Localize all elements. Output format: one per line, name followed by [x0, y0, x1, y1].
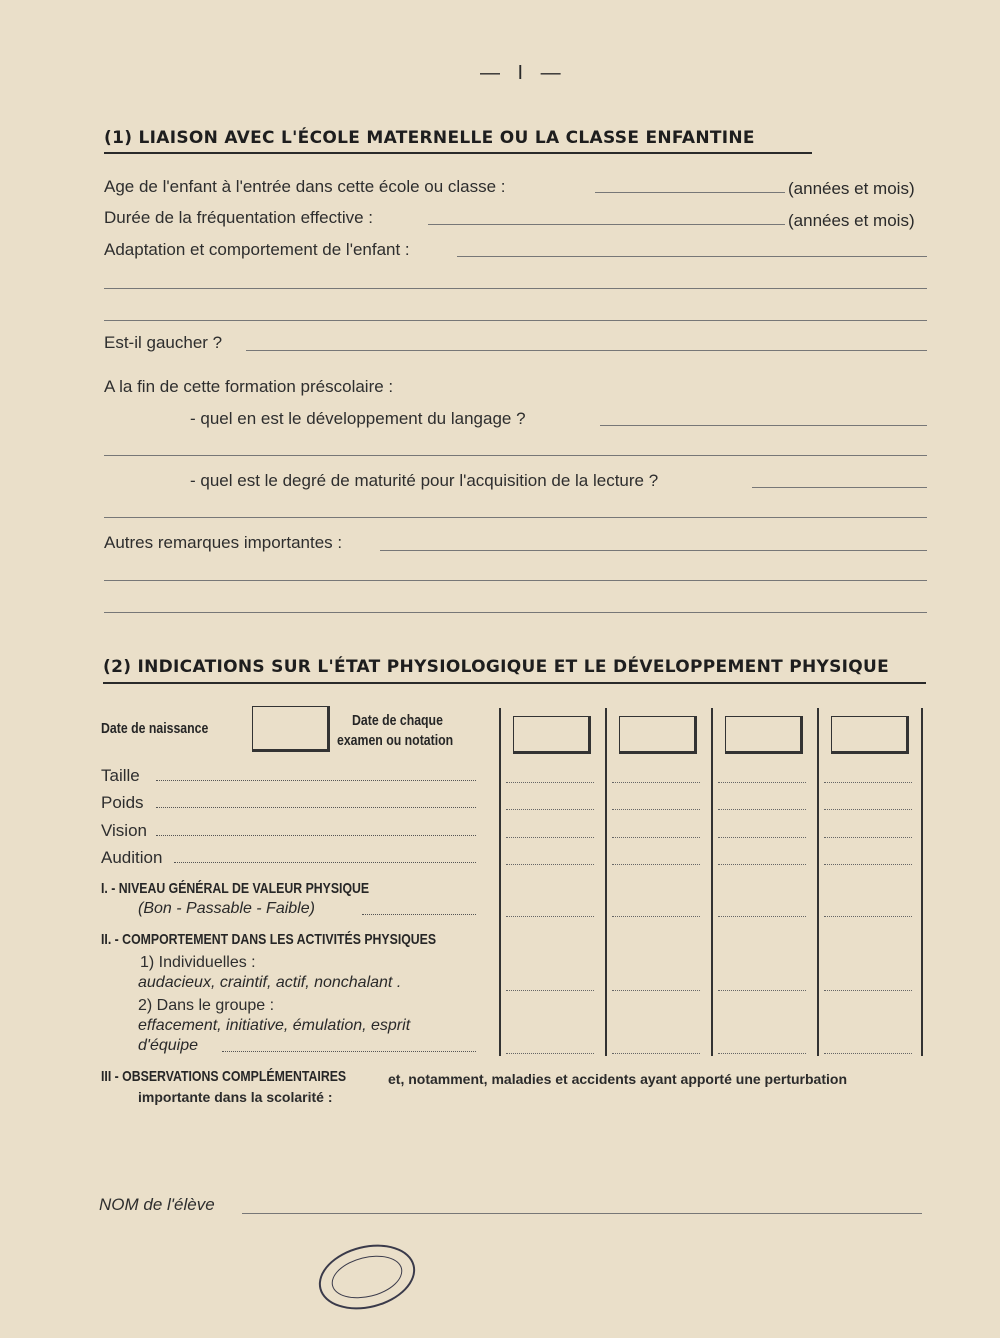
section1-title: (1) LIAISON AVEC L'ÉCOLE MATERNELLE OU LA CLASSE ENFANTINE — [104, 128, 755, 148]
maturite-field[interactable] — [752, 487, 927, 488]
archive-stamp — [312, 1235, 422, 1319]
vision-dots — [156, 835, 476, 836]
page-number: — I — — [480, 62, 567, 84]
duree-field[interactable] — [428, 224, 785, 225]
table-cell-line[interactable] — [506, 837, 594, 838]
nom-field[interactable] — [242, 1213, 922, 1214]
table-cell-line[interactable] — [824, 809, 912, 810]
vision-label: Vision — [101, 821, 147, 840]
date-examen-label-2: examen ou notation — [337, 732, 454, 749]
groupe-dots — [222, 1051, 476, 1052]
gaucher-field[interactable] — [246, 350, 927, 351]
remarques-line-2[interactable] — [104, 580, 927, 581]
age-label: Age de l'enfant à l'entrée dans cette école ou classe : — [104, 177, 506, 196]
table-cell-line[interactable] — [506, 916, 594, 917]
adaptation-field[interactable] — [457, 256, 927, 257]
table-cell-line[interactable] — [612, 837, 700, 838]
table-cell-line[interactable] — [612, 916, 700, 917]
audition-label: Audition — [101, 848, 163, 867]
table-cell-line[interactable] — [718, 782, 806, 783]
table-col-divider — [711, 708, 713, 1056]
section2-underline — [103, 682, 926, 684]
table-cell-line[interactable] — [824, 1053, 912, 1054]
niveau-sub: (Bon - Passable - Faible) — [138, 900, 315, 917]
exam-date-box-1[interactable] — [513, 716, 591, 754]
poids-label: Poids — [101, 793, 144, 812]
table-cell-line[interactable] — [612, 809, 700, 810]
table-cell-line[interactable] — [718, 837, 806, 838]
table-cell-line[interactable] — [506, 990, 594, 991]
table-cell-line[interactable] — [718, 916, 806, 917]
table-cell-line[interactable] — [824, 864, 912, 865]
table-cell-line[interactable] — [506, 782, 594, 783]
comport-title: II. - COMPORTEMENT DANS LES ACTIVITÉS PHYSIQUES — [101, 931, 437, 948]
indiv-sub: audacieux, craintif, actif, nonchalant . — [138, 974, 402, 991]
maturite-line-2[interactable] — [104, 517, 927, 518]
fin-label: A la fin de cette formation préscolaire : — [104, 377, 394, 396]
table-cell-line[interactable] — [718, 809, 806, 810]
taille-label: Taille — [101, 766, 140, 785]
table-cell-line[interactable] — [824, 916, 912, 917]
table-cell-line[interactable] — [824, 837, 912, 838]
taille-dots — [156, 780, 476, 781]
obs-rest: et, notamment, maladies et accidents ayant apporté une perturbation — [388, 1071, 847, 1087]
groupe-sub2: d'équipe — [138, 1037, 198, 1054]
poids-dots — [156, 807, 476, 808]
table-cell-line[interactable] — [612, 1053, 700, 1054]
date-examen-label-1: Date de chaque — [352, 712, 443, 729]
obs-title: III - OBSERVATIONS COMPLÉMENTAIRES — [101, 1068, 347, 1085]
exam-date-box-2[interactable] — [619, 716, 697, 754]
table-col-divider — [921, 708, 923, 1056]
date-naissance-box[interactable] — [252, 706, 330, 752]
table-cell-line[interactable] — [506, 1053, 594, 1054]
remarques-label: Autres remarques importantes : — [104, 533, 343, 552]
table-col-divider — [499, 708, 501, 1056]
table-cell-line[interactable] — [612, 864, 700, 865]
age-unit: (années et mois) — [788, 179, 915, 198]
adaptation-line-2[interactable] — [104, 288, 927, 289]
langage-label: - quel en est le développement du langage ? — [190, 409, 526, 428]
niveau-title: I. - NIVEAU GÉNÉRAL DE VALEUR PHYSIQUE — [101, 880, 370, 897]
langage-field[interactable] — [600, 425, 927, 426]
remarques-line-3[interactable] — [104, 612, 927, 613]
age-field[interactable] — [595, 192, 785, 193]
table-col-divider — [817, 708, 819, 1056]
nom-label: NOM de l'élève — [99, 1195, 215, 1214]
duree-unit: (années et mois) — [788, 211, 915, 230]
table-cell-line[interactable] — [824, 990, 912, 991]
table-cell-line[interactable] — [506, 864, 594, 865]
table-cell-line[interactable] — [718, 864, 806, 865]
table-cell-line[interactable] — [612, 782, 700, 783]
exam-date-box-3[interactable] — [725, 716, 803, 754]
table-cell-line[interactable] — [506, 809, 594, 810]
groupe-label: 2) Dans le groupe : — [138, 997, 275, 1014]
table-cell-line[interactable] — [824, 782, 912, 783]
table-cell-line[interactable] — [718, 990, 806, 991]
table-col-divider — [605, 708, 607, 1056]
table-cell-line[interactable] — [612, 990, 700, 991]
table-cell-line[interactable] — [718, 1053, 806, 1054]
gaucher-label: Est-il gaucher ? — [104, 333, 223, 352]
adaptation-line-3[interactable] — [104, 320, 927, 321]
niveau-dots — [362, 914, 476, 915]
date-naissance-label: Date de naissance — [101, 720, 209, 737]
section2-title: (2) INDICATIONS SUR L'ÉTAT PHYSIOLOGIQUE ET LE DÉVELOPPEMENT PHYSIQUE — [103, 657, 890, 677]
adaptation-label: Adaptation et comportement de l'enfant : — [104, 240, 410, 259]
langage-line-2[interactable] — [104, 455, 927, 456]
obs-line2: importante dans la scolarité : — [138, 1089, 333, 1105]
maturite-label: - quel est le degré de maturité pour l'acquisition de la lecture ? — [190, 471, 659, 490]
groupe-sub1: effacement, initiative, émulation, esprit — [138, 1017, 411, 1034]
section1-underline — [104, 152, 812, 154]
indiv-label: 1) Individuelles : — [140, 954, 256, 971]
duree-label: Durée de la fréquentation effective : — [104, 208, 374, 227]
exam-date-box-4[interactable] — [831, 716, 909, 754]
remarques-field[interactable] — [380, 550, 927, 551]
audition-dots — [174, 862, 476, 863]
